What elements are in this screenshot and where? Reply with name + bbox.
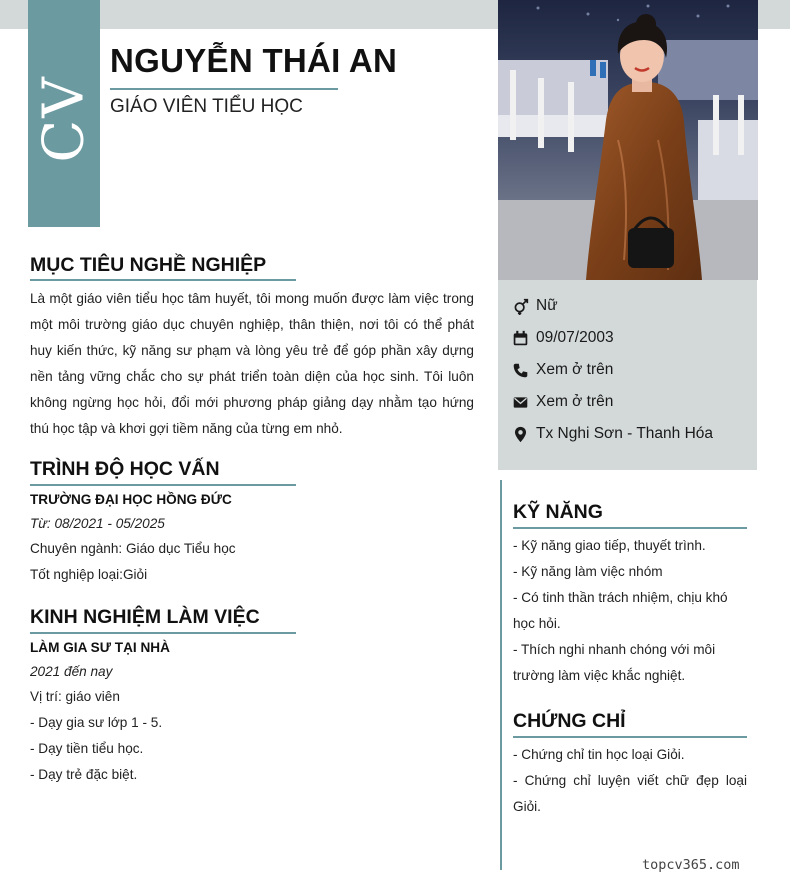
education-underline bbox=[30, 484, 296, 486]
skill-item: - Thích nghi nhanh chóng với môi trường làm việc khắc nghiệt. bbox=[513, 642, 716, 683]
education-title: TRÌNH ĐỘ HỌC VẤN bbox=[30, 458, 220, 480]
gender-value: Nữ bbox=[536, 297, 558, 314]
profile-photo-illustration bbox=[498, 0, 758, 280]
skills-underline bbox=[513, 527, 747, 529]
gender-icon bbox=[512, 298, 529, 315]
phone-value: Xem ở trên bbox=[536, 361, 614, 378]
education-school: TRƯỜNG ĐẠI HỌC HỒNG ĐỨC bbox=[30, 492, 232, 507]
right-column-divider bbox=[500, 480, 502, 870]
education-grade: Tốt nghiệp loại:Giỏi bbox=[30, 567, 148, 582]
experience-duty: - Dạy tiền tiểu học. bbox=[30, 741, 144, 756]
email-value: Xem ở trên bbox=[536, 393, 614, 410]
experience-period: 2021 đến nay bbox=[30, 664, 113, 679]
email-icon bbox=[512, 394, 529, 411]
objective-underline bbox=[30, 279, 296, 281]
skill-item: - Kỹ năng làm việc nhóm bbox=[513, 564, 663, 579]
education-period: Từ: 08/2021 - 05/2025 bbox=[30, 516, 165, 531]
profile-photo bbox=[498, 0, 758, 280]
certificate-item: - Chứng chỉ tin học loại Giỏi. bbox=[513, 747, 685, 762]
job-title: GIÁO VIÊN TIỂU HỌC bbox=[110, 96, 303, 117]
calendar-icon bbox=[512, 330, 529, 347]
birthday-row bbox=[512, 329, 614, 347]
experience-position: Vị trí: giáo viên bbox=[30, 689, 120, 704]
education-major: Chuyên ngành: Giáo dục Tiểu học bbox=[30, 541, 236, 556]
skills-title: KỸ NĂNG bbox=[513, 501, 603, 523]
experience-duty: - Dạy gia sư lớp 1 - 5. bbox=[30, 715, 163, 730]
phone-icon bbox=[512, 362, 529, 379]
experience-company: LÀM GIA SƯ TẠI NHÀ bbox=[30, 640, 170, 655]
address-row bbox=[512, 425, 713, 443]
experience-title: KINH NGHIỆM LÀM VIỆC bbox=[30, 606, 260, 628]
certificates-underline bbox=[513, 736, 747, 738]
skill-item: - Kỹ năng giao tiếp, thuyết trình. bbox=[513, 538, 706, 553]
experience-duty: - Dạy trẻ đặc biệt. bbox=[30, 767, 138, 782]
objective-title: MỤC TIÊU NGHỀ NGHIỆP bbox=[30, 254, 267, 276]
footer-watermark: topcv365.com bbox=[642, 857, 740, 873]
skill-item: - Có tinh thần trách nhiệm, chịu khó học hỏi. bbox=[513, 590, 728, 631]
address-value: Tx Nghi Sơn - Thanh Hóa bbox=[536, 425, 714, 442]
certificates-title: CHỨNG CHỈ bbox=[513, 710, 626, 732]
name-underline bbox=[110, 88, 338, 90]
location-pin-icon bbox=[512, 426, 529, 443]
personal-info-panel bbox=[498, 280, 757, 470]
cv-label-block bbox=[28, 0, 100, 227]
birthday-value: 09/07/2003 bbox=[536, 329, 614, 346]
objective-text: Là một giáo viên tiểu học tâm huyết, tôi mong muốn được làm việc trong một môi trường giáo dục chuyên nghiệp, thân thiện, nơi tôi có thể phát huy kiến thức, kỹ năng sư phạm và lòng yêu trẻ để góp phần xây dựng nền tảng vững chắc cho sự phát triển toàn diện của học sinh. Tôi luôn không ngừng học hỏi, đổi mới phương pháp giảng dạy nhằm tạo hứng thú học tập và khơi gợi tiềm năng của từng em nhỏ. bbox=[30, 291, 474, 436]
cv-label: CV bbox=[31, 75, 97, 163]
email-row bbox=[512, 393, 613, 411]
experience-underline bbox=[30, 632, 296, 634]
certificate-item: - Chứng chỉ luyện viết chữ đẹp loại Giỏi. bbox=[513, 773, 747, 814]
phone-row bbox=[512, 361, 613, 379]
candidate-name: NGUYỄN THÁI AN bbox=[110, 42, 398, 79]
gender-row bbox=[512, 297, 558, 315]
